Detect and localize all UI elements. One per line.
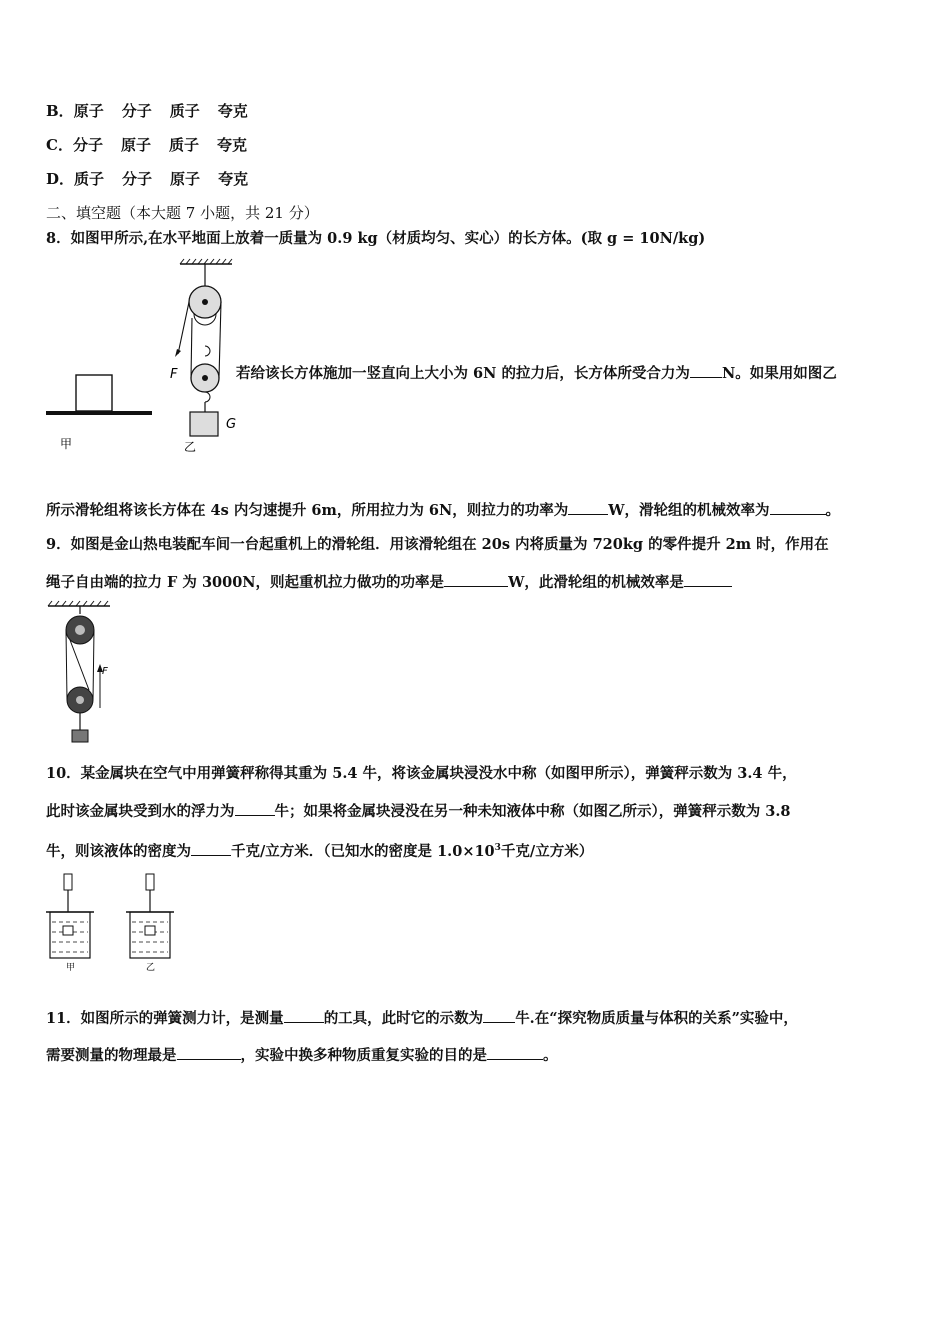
fig-label-yi: 乙 [184, 440, 197, 454]
answer-blank[interactable] [770, 500, 826, 515]
load-block [72, 730, 88, 742]
answer-blank[interactable] [487, 1045, 543, 1060]
answer-blank[interactable] [444, 572, 508, 587]
answer-blank[interactable] [684, 572, 732, 587]
q10-line3: 牛，则该液体的密度为 千克/立方米．（已知水的密度是 $1.0\times 10^3$千克/立方米） [46, 842, 594, 860]
q8-line3: 所示滑轮组将该长方体在 4s 内匀速提升 6m，所用拉力为 6N，则拉力的功率为 W，滑轮组的机械效率为 。 [46, 502, 841, 519]
q9-line1: 9．如图是金山热电装配车间一台起重机上的滑轮组．用该滑轮组在 20s 内将质量为 720kg 的零件提升 2m 时，作用在 [46, 536, 829, 553]
q8-inline-text: 若给该长方体施加一竖直向上大小为 6N 的拉力后，长方体所受合力为 N。如果用如图乙 [236, 365, 837, 382]
ground-line [46, 411, 152, 415]
answer-blank[interactable] [177, 1045, 241, 1060]
option-d: D．质子 分子 原子 夸克 [46, 170, 249, 188]
answer-blank[interactable] [284, 1008, 324, 1023]
fig-label-jia: 甲 [66, 963, 76, 973]
answer-blank[interactable] [191, 841, 231, 856]
q10-line2: 此时该金属块受到水的浮力为 牛；如果将金属块浸没在另一种未知液体中称（如图乙所示），弹簧秤示数为 3.8 [46, 803, 791, 820]
option-c: C．分子 原子 质子 夸克 [46, 136, 248, 154]
answer-blank[interactable] [690, 363, 722, 378]
q11-line1: 11．如图所示的弹簧测力计，是测量 的工具，此时它的示数为 牛.在“探究物质质量与体积的关系”实验中， [46, 1010, 798, 1027]
answer-blank[interactable] [483, 1008, 515, 1023]
answer-blank[interactable] [568, 500, 608, 515]
section-heading: 二、填空题（本大题 7 小题，共 21 分） [46, 204, 319, 222]
q10-figure [44, 870, 194, 974]
block-shape [76, 375, 112, 411]
q11-line2: 需要测量的物理最是 ，实验中换多种物质重复实验的目的是 。 [46, 1047, 558, 1064]
q9-figure [44, 600, 124, 746]
option-b: B．原子 分子 质子 夸克 [46, 102, 248, 120]
q8-line1: 8．如图甲所示,在水平地面上放着一质量为 0.9 kg（材质均匀、实心）的长方体。(取 g = 10N/kg) [46, 230, 706, 247]
q9-line2: 绳子自由端的拉力 F 为 3000N，则起重机拉力做功的功率是 W，此滑轮组的机械效率是 [46, 572, 732, 593]
answer-blank[interactable] [235, 801, 275, 816]
label-F: F [102, 666, 108, 677]
label-G: G [226, 417, 237, 432]
load-block [190, 412, 218, 436]
label-F: F [170, 367, 178, 382]
fig-label-jia: 甲 [60, 437, 73, 451]
q10-line1: 10．某金属块在空气中用弹簧秤称得其重为 5.4 牛，将该金属块浸没水中称（如图甲所示），弹簧秤示数为 3.4 牛， [46, 765, 797, 782]
q8-figure [44, 258, 244, 458]
fig-label-yi: 乙 [146, 963, 156, 973]
